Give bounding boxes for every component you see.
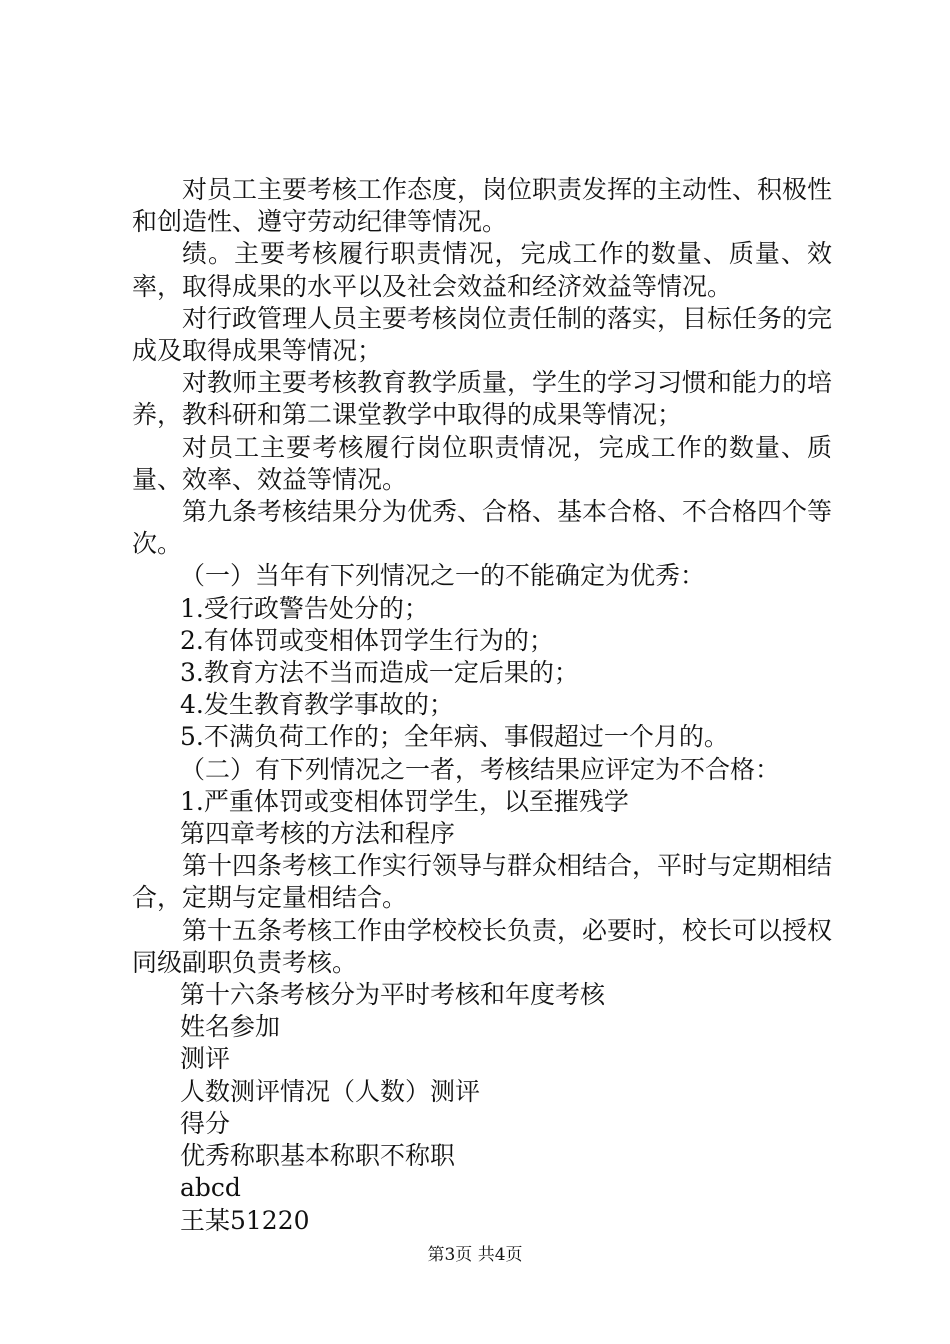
list-item: 1.受行政警告处分的； xyxy=(180,593,429,623)
table-text-line: 姓名参加 xyxy=(180,1012,281,1042)
paragraph-article-15: 第十五条考核工作由学校校长负责，必要时，校长可以授权同级副职负责考核。 xyxy=(132,915,833,977)
paragraph-article-9: 第九条考核结果分为优秀、合格、基本合格、不合格四个等次。 xyxy=(132,497,833,559)
list-item: 4.发生教育教学事故的； xyxy=(180,690,454,720)
list-item: 2.有体罚或变相体罚学生行为的； xyxy=(180,625,554,655)
paragraph-teachers: 对教师主要考核教育教学质量，学生的学习习惯和能力的培养，教科研和第二课堂教学中取得的成果等情况； xyxy=(132,368,833,430)
list-heading-not-excellent: （一）当年有下列情况之一的不能确定为优秀： xyxy=(180,561,706,591)
paragraph-performance: 绩。主要考核履行职责情况，完成工作的数量、质量、效率，取得成果的水平以及社会效益和经济效益等情况。 xyxy=(132,239,832,301)
chapter-heading: 第四章考核的方法和程序 xyxy=(180,819,456,849)
table-text-line: 优秀称职基本称职不称职 xyxy=(180,1141,456,1171)
table-text-line: 王某51220 xyxy=(180,1205,310,1235)
list-heading-unqualified: （二）有下列情况之一者，考核结果应评定为不合格： xyxy=(180,754,781,784)
paragraph-article-14: 第十四条考核工作实行领导与群众相结合，平时与定期相结合，定期与定量相结合。 xyxy=(132,851,833,913)
paragraph-staff-attitude: 对员工主要考核工作态度，岗位职责发挥的主动性、积极性和创造性、遵守劳动纪律等情况。 xyxy=(132,175,833,237)
list-item: 3.教育方法不当而造成一定后果的； xyxy=(180,658,579,688)
paragraph-article-16: 第十六条考核分为平时考核和年度考核 xyxy=(180,980,606,1010)
table-text-line: 人数测评情况（人数）测评 xyxy=(180,1076,481,1106)
page-footer: 第3页 共4页 xyxy=(427,1245,523,1265)
paragraph-staff-duties: 对员工主要考核履行岗位职责情况，完成工作的数量、质量、效率、效益等情况。 xyxy=(132,432,832,494)
list-item: 5.不满负荷工作的；全年病、事假超过一个月的。 xyxy=(180,722,729,752)
table-text-line: 得分 xyxy=(180,1108,231,1138)
document-body xyxy=(132,174,832,1237)
table-text-line: 测评 xyxy=(180,1044,231,1074)
list-item: 1.严重体罚或变相体罚学生，以至摧残学 xyxy=(180,786,629,816)
paragraph-admin-staff: 对行政管理人员主要考核岗位责任制的落实，目标任务的完成及取得成果等情况； xyxy=(132,303,833,366)
table-text-line: abcd xyxy=(180,1173,241,1203)
